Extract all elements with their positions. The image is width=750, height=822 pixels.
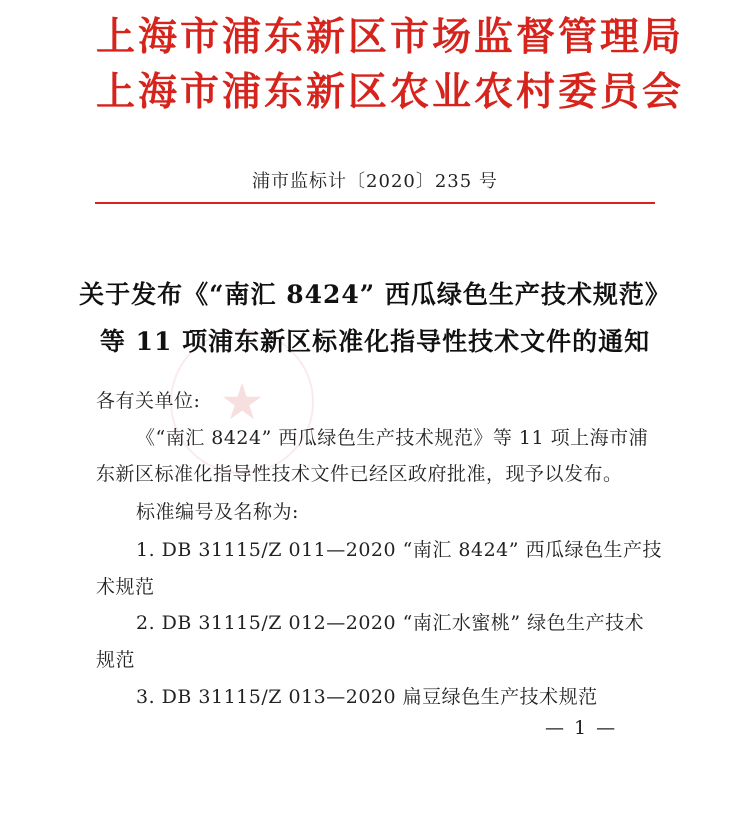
issuer-header-line-2: 上海市浦东新区农业农村委员会 xyxy=(96,69,685,115)
paragraph-line: 《“南汇 8424” 西瓜绿色生产技术规范》等 11 项上海市浦 xyxy=(136,427,649,449)
document-number: 浦市监标计〔2020〕235 号 xyxy=(252,171,498,192)
list-item: 1. DB 31115/Z 011—2020 “南汇 8424” 西瓜绿色生产技 xyxy=(136,539,663,561)
document-title-line-1: 关于发布《“南汇 8424” 西瓜绿色生产技术规范》 xyxy=(79,280,671,309)
page-number: — 1 — xyxy=(545,717,618,739)
list-item: 3. DB 31115/Z 013—2020 扁豆绿色生产技术规范 xyxy=(136,686,598,708)
salutation: 各有关单位: xyxy=(96,390,201,412)
list-item-continuation: 规范 xyxy=(96,649,136,671)
list-item: 2. DB 31115/Z 012—2020 “南汇水蜜桃” 绿色生产技术 xyxy=(136,612,645,634)
star-icon: ★ xyxy=(219,373,265,431)
document-title-line-2: 等 11 项浦东新区标准化指导性技术文件的通知 xyxy=(99,327,651,356)
issuer-header-line-1: 上海市浦东新区市场监督管理局 xyxy=(96,14,685,60)
list-item-continuation: 术规范 xyxy=(96,576,155,598)
list-intro: 标准编号及名称为: xyxy=(136,501,299,523)
paragraph-line: 东新区标准化指导性技术文件已经区政府批准，现予以发布。 xyxy=(96,463,623,485)
header-divider xyxy=(95,202,655,204)
